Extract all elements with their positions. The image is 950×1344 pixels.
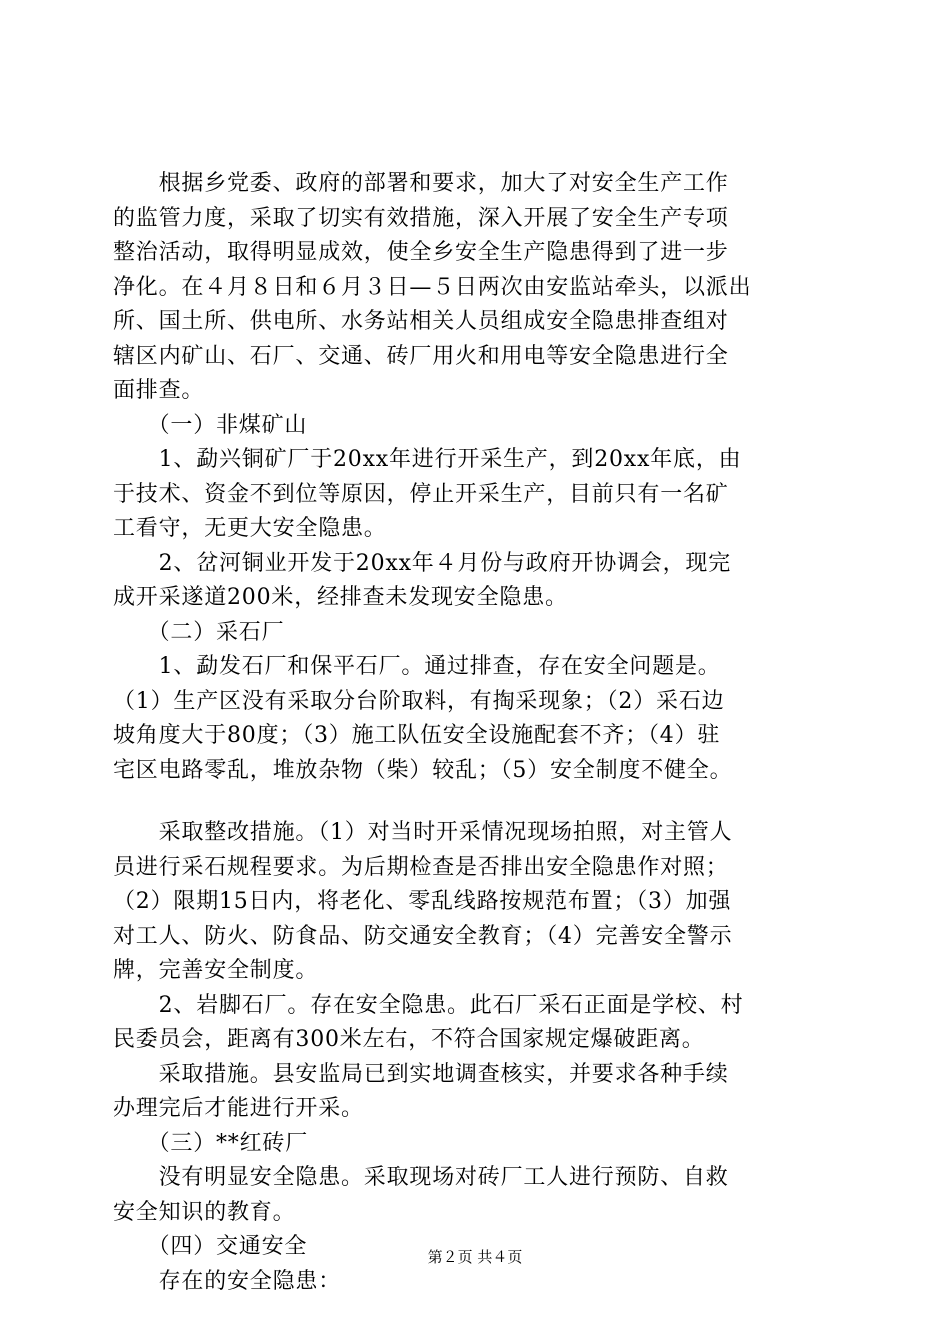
paragraph-line: 面排查。 bbox=[113, 378, 205, 403]
section-heading: （二）采石厂 bbox=[113, 620, 285, 645]
paragraph-line: 牌，完善安全制度。 bbox=[113, 958, 319, 983]
section-heading: （三）**红砖厂 bbox=[113, 1131, 309, 1156]
paragraph-line: 净化。在４月８日和６月３日—５日两次由安监站牵头，以派出 bbox=[113, 275, 752, 300]
paragraph-line: 安全知识的教育。 bbox=[113, 1200, 296, 1225]
paragraph-line: 辖区内矿山、石厂、交通、砖厂用火和用电等安全隐患进行全 bbox=[113, 344, 729, 369]
paragraph-line: 采取整改措施。（1）对当时开采情况现场拍照，对主管人 bbox=[113, 820, 733, 845]
paragraph-line: 所、国土所、供电所、水务站相关人员组成安全隐患排查组对 bbox=[113, 309, 729, 334]
paragraph-line: 对工人、防火、防食品、防交通安全教育；（4）完善安全警示 bbox=[113, 924, 733, 949]
section-heading: （一）非煤矿山 bbox=[113, 413, 308, 438]
paragraph-line: 没有明显安全隐患。采取现场对砖厂工人进行预防、自救 bbox=[113, 1165, 729, 1190]
paragraph-line: 于技术、资金不到位等原因，停止开采生产，目前只有一名矿 bbox=[113, 482, 729, 507]
paragraph-line: 存在的安全隐患： bbox=[113, 1269, 342, 1294]
paragraph-line: 办理完后才能进行开采。 bbox=[113, 1096, 364, 1121]
paragraph-line: 宅区电路零乱，堆放杂物（柴）较乱；（5）安全制度不健全。 bbox=[113, 758, 733, 783]
paragraph-line: 整治活动，取得明显成效，使全乡安全生产隐患得到了进一步 bbox=[113, 240, 729, 265]
paragraph-line: （2）限期15日内，将老化、零乱线路按规范布置；（3）加强 bbox=[113, 889, 732, 914]
paragraph-line: 采取措施。县安监局已到实地调查核实，并要求各种手续 bbox=[113, 1062, 729, 1087]
paragraph-line: 成开采遂道200米，经排查未发现安全隐患。 bbox=[113, 585, 568, 610]
paragraph-line: （1）生产区没有采取分台阶取料，有掏采现象；（2）采石边 bbox=[113, 689, 725, 714]
paragraph-line: 2、岔河铜业开发于20xx年４月份与政府开协调会，现完 bbox=[113, 551, 732, 576]
paragraph-line: 员进行采石规程要求。为后期检查是否排出安全隐患作对照； bbox=[113, 855, 729, 880]
paragraph-line: 民委员会，距离有300米左右，不符合国家规定爆破距离。 bbox=[113, 1027, 705, 1052]
paragraph-line: 工看守，无更大安全隐患。 bbox=[113, 516, 387, 541]
section-heading: （四）交通安全 bbox=[113, 1234, 308, 1259]
paragraph-line: 坡角度大于80度；（3）施工队伍安全设施配套不齐；（4）驻 bbox=[113, 723, 721, 748]
paragraph-line: 2、岩脚石厂。存在安全隐患。此石厂采石正面是学校、村 bbox=[113, 993, 744, 1018]
paragraph-line: 根据乡党委、政府的部署和要求，加大了对安全生产工作 bbox=[113, 171, 729, 196]
paragraph-line: 1、勐兴铜矿厂于20xx年进行开采生产，到20xx年底，由 bbox=[113, 447, 742, 472]
page-footer: 第２页 共４页 bbox=[427, 1248, 523, 1266]
paragraph-line: 的监管力度，采取了切实有效措施，深入开展了安全生产专项 bbox=[113, 206, 729, 231]
paragraph-line: 1、勐发石厂和保平石厂。通过排查，存在安全问题是。 bbox=[113, 654, 721, 679]
